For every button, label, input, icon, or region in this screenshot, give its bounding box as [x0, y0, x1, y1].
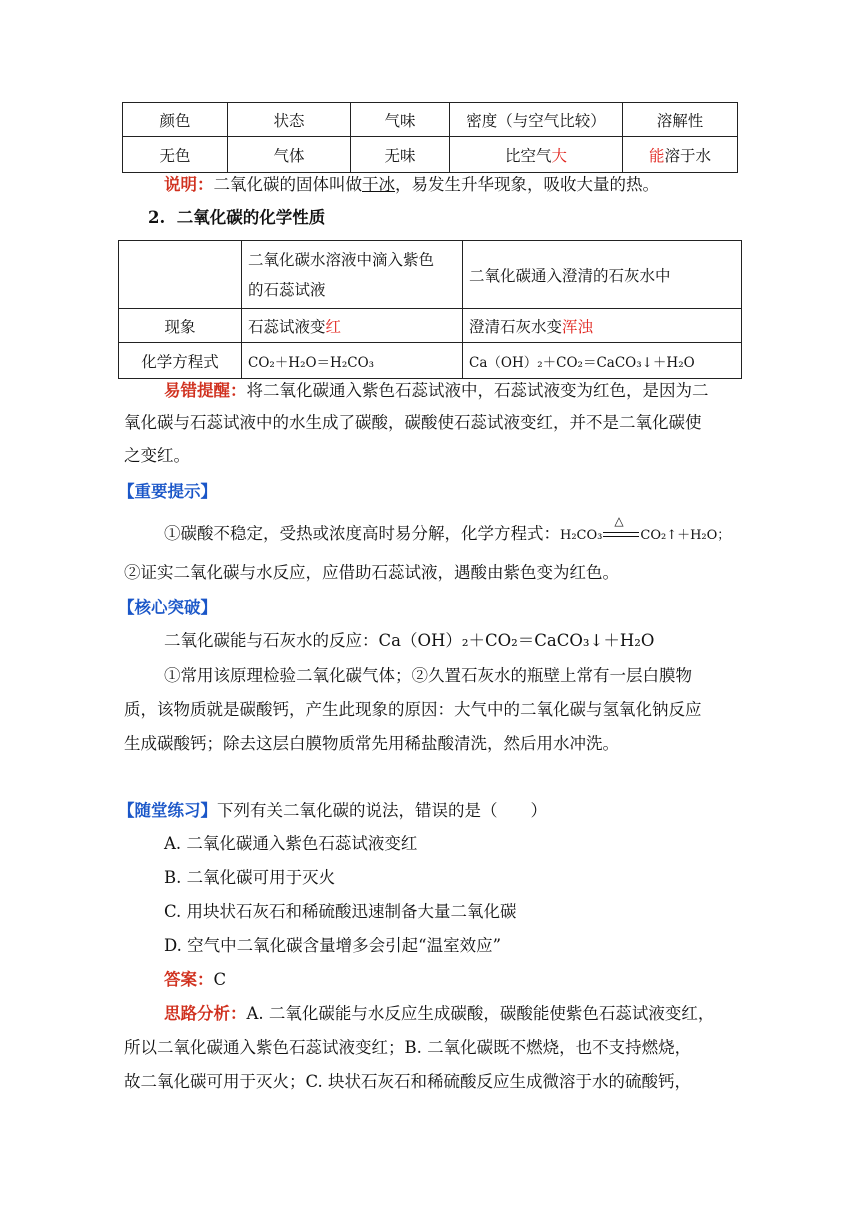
litmus-prefix: 石蕊试液变	[248, 317, 326, 336]
error-tip-label: 易错提醒：	[164, 381, 247, 400]
equation-lhs: H₂CO₃	[560, 528, 603, 543]
cell-solubility	[623, 137, 738, 173]
practice-question	[118, 795, 738, 827]
error-tip-line-1	[164, 375, 784, 407]
error-tip-line-2: 氧化碳与石蕊试液中的水生成了碳酸，碳酸使石蕊试液变红，并不是二氧化碳使	[124, 413, 702, 432]
header-litmus-l1: 二氧化碳水溶液中滴入紫色	[248, 250, 435, 269]
analysis-label: 思路分析：	[164, 1004, 247, 1023]
note-label: 说明：	[164, 175, 214, 194]
physical-properties-table	[122, 102, 738, 173]
cell-state: 气体	[228, 137, 351, 173]
practice-heading: 【随堂练习】	[118, 801, 217, 820]
core-line-2: ①常用该原理检验二氧化碳气体；②久置石灰水的瓶壁上常有一层白膜物	[164, 666, 692, 685]
header-color: 颜色	[123, 103, 228, 137]
header-density: 密度（与空气比较）	[450, 103, 623, 137]
solubility-suffix: 溶于水	[664, 146, 712, 165]
analysis-line-3: 故二氧化碳可用于灭火；C. 块状石灰石和稀硫酸反应生成微溶于水的硫酸钙，	[124, 1072, 692, 1091]
cell-equation-1: CO₂＋H₂O＝H₂CO₃	[242, 343, 463, 379]
limewater-highlight: 浑浊	[562, 317, 594, 336]
core-heading	[118, 592, 738, 624]
row-phenomenon-label: 现象	[119, 309, 242, 343]
heat-condition	[602, 514, 640, 550]
core-line-1: 二氧化碳能与石灰水的反应：Ca（OH）₂＋CO₂＝CaCO₃↓＋H₂O	[164, 631, 655, 650]
analysis-text-1: A. 二氧化碳能与水反应生成碳酸，碳酸能使紫色石蕊试液变红，	[246, 1004, 715, 1023]
solubility-highlight: 能	[648, 146, 665, 165]
analysis-line-1	[164, 998, 784, 1030]
header-litmus	[242, 241, 463, 309]
header-state: 状态	[228, 103, 351, 137]
answer-line	[164, 964, 784, 996]
practice-question-text: 下列有关二氧化碳的说法，错误的是（ ）	[217, 801, 547, 820]
analysis-line-2: 所以二氧化碳通入紫色石蕊试液变红；B. 二氧化碳既不燃烧，也不支持燃烧，	[124, 1038, 692, 1057]
note-pre: 二氧化碳的固体叫做	[213, 175, 362, 194]
density-highlight: 大	[551, 146, 568, 165]
litmus-highlight: 红	[325, 317, 342, 336]
important-l1-text: ①碳酸不稳定，受热或浓度高时易分解，化学方程式：	[164, 524, 560, 543]
answer-value: C	[213, 970, 227, 989]
cell-density	[450, 137, 623, 173]
option-b: B. 二氧化碳可用于灭火	[164, 868, 336, 887]
answer-label: 答案：	[164, 970, 214, 989]
chemical-properties-table	[118, 240, 742, 379]
limewater-prefix: 澄清石灰水变	[469, 317, 563, 336]
error-tip-line-3: 之变红。	[124, 446, 190, 465]
cell-limewater-phenomenon	[463, 309, 742, 343]
important-heading-text: 【重要提示】	[118, 482, 217, 501]
empty-corner-cell	[119, 241, 242, 309]
heat-triangle: △	[614, 514, 624, 528]
note-dry-ice	[164, 169, 784, 201]
core-heading-text: 【核心突破】	[118, 598, 217, 617]
section-title: 二氧化碳的化学性质	[176, 208, 326, 227]
option-a: A. 二氧化碳通入紫色石蕊试液变红	[164, 834, 418, 853]
core-line-4: 生成碳酸钙；除去这层白膜物质常先用稀盐酸清洗，然后用水冲洗。	[124, 734, 619, 753]
note-term: 干冰	[362, 175, 395, 194]
section-heading	[148, 202, 768, 234]
option-d: D. 空气中二氧化碳含量增多会引起“温室效应”	[164, 936, 502, 955]
density-prefix: 比空气	[504, 146, 552, 165]
cell-odor: 无味	[351, 137, 450, 173]
note-post: ，易发生升华现象，吸收大量的热。	[395, 175, 659, 194]
header-solubility: 溶解性	[623, 103, 738, 137]
error-tip-text-1: 将二氧化碳通入紫色石蕊试液中，石蕊试液变为红色，是因为二	[246, 381, 709, 400]
header-litmus-l2: 的石蕊试液	[248, 280, 326, 299]
header-limewater: 二氧化碳通入澄清的石灰水中	[463, 241, 742, 309]
important-line-1	[164, 514, 784, 552]
cell-color: 无色	[123, 137, 228, 173]
equation-rhs: CO₂↑＋H₂O；	[640, 528, 731, 543]
section-number: 2.	[148, 208, 166, 227]
core-line-3: 质，该物质就是碳酸钙，产生此现象的原因：大气中的二氧化碳与氢氧化钠反应	[124, 700, 702, 719]
important-line-2: ②证实二氧化碳与水反应，应借助石蕊试液，遇酸由紫色变为红色。	[124, 563, 619, 582]
cell-litmus-phenomenon	[242, 309, 463, 343]
header-odor: 气味	[351, 103, 450, 137]
cell-equation-2: Ca（OH）₂＋CO₂＝CaCO₃↓＋H₂O	[463, 343, 742, 379]
important-heading	[118, 476, 738, 508]
row-equation-label: 化学方程式	[119, 343, 242, 379]
option-c: C. 用块状石灰石和稀硫酸迅速制备大量二氧化碳	[164, 902, 517, 921]
